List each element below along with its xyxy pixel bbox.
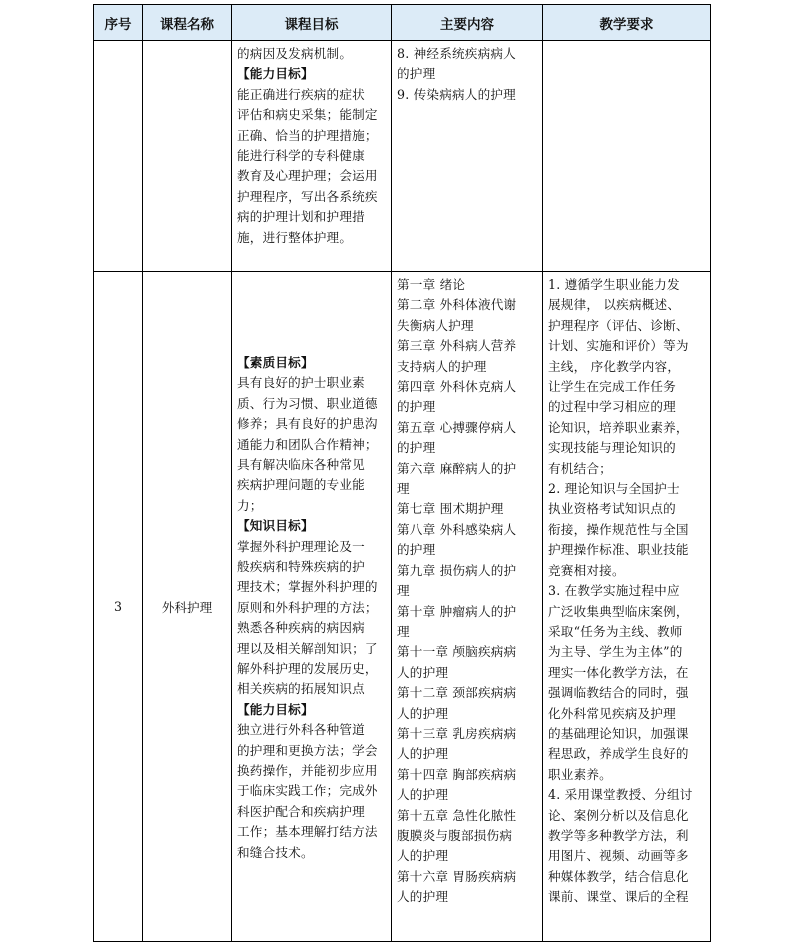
text-line: 第三章 外科病人营养 — [397, 338, 517, 354]
text-line: 支持病人的护理 — [397, 358, 487, 374]
text-line: 腹膜炎与腹部损伤病 — [397, 827, 513, 843]
text-line: 采取“任务为主线、教师 — [548, 623, 683, 639]
text-line: 工作；基本理解打结方法 — [237, 824, 378, 840]
text-line: 人的护理 — [397, 705, 449, 721]
text-line: 掌握外科护理理论及一 — [237, 538, 365, 554]
goals-cell — [232, 41, 392, 272]
text-line: 人的护理 — [397, 787, 449, 803]
text-line: 修养；具有良好的护患沟 — [237, 416, 378, 432]
text-line: 独立进行外科各种管道 — [237, 722, 365, 738]
requirements-cell — [543, 41, 711, 272]
text-line: 疾病护理问题的专业能 — [237, 477, 365, 493]
table-row — [94, 272, 711, 942]
text-line: 理实一体化教学方法，在 — [548, 664, 689, 680]
text-line: 教学等多种教学方法，利 — [548, 827, 689, 843]
text-line: 力； — [237, 497, 263, 513]
text-line: 理 — [397, 623, 410, 639]
text-line: 解外科护理的发展历史， — [237, 661, 378, 677]
text-line: 评估和病史采集；能制定 — [237, 107, 378, 123]
text-line: 论知识，培养职业素养， — [548, 419, 689, 435]
text-line: 广泛收集典型临床案例， — [548, 603, 689, 619]
text-line: 2. 理论知识与全国护士 — [548, 481, 680, 497]
text-line: 般疾病和特殊疾病的护 — [237, 558, 365, 574]
text-line: 的护理 — [397, 440, 436, 456]
text-line: 程思政，养成学生良好的 — [548, 746, 689, 762]
section-heading: 【素质目标】 — [237, 354, 314, 370]
text-line: 科医护配合和疾病护理 — [237, 803, 365, 819]
text-line: 9. 传染病病人的护理 — [397, 86, 516, 102]
text-line: 职业素养。 — [548, 766, 612, 782]
text-line: 第一章 绪论 — [397, 277, 466, 292]
text-line: 为主导、学生为主体”的 — [548, 644, 683, 660]
section-heading: 【能力目标】 — [237, 66, 314, 82]
table-row — [94, 41, 711, 272]
text-line: 3. 在教学实施过程中应 — [548, 583, 680, 599]
text-line: 人的护理 — [397, 889, 449, 905]
header-content: 主要内容 — [392, 5, 543, 41]
text-line: 换药操作，并能初步应用 — [237, 763, 378, 779]
text-line: 施，进行整体护理。 — [237, 229, 353, 245]
text-line: 第七章 围术期护理 — [397, 501, 504, 517]
text-line: 种媒体教学，结合信息化 — [548, 868, 689, 884]
text-line: 计划、实施和评价）等为 — [548, 338, 689, 354]
text-line: 和缝合技术。 — [237, 844, 314, 860]
content-cell — [392, 41, 543, 272]
text-line: 理 — [397, 583, 410, 599]
text-line: 相关疾病的拓展知识点 — [237, 681, 365, 697]
text-line: 论、案例分析以及信息化 — [548, 807, 689, 823]
text-line: 具有解决临床各种常见 — [237, 456, 365, 472]
header-goals: 课程目标 — [232, 5, 392, 41]
text-line: 让学生在完成工作任务 — [548, 379, 676, 395]
text-line: 展规律， 以疾病概述、 — [548, 297, 681, 313]
text-line: 第四章 外科休克病人 — [397, 379, 517, 395]
text-line: 能进行科学的专科健康 — [237, 148, 365, 164]
text-line: 护理操作标准、职业技能 — [548, 542, 689, 558]
text-line: 第十四章 胸部疾病病 — [397, 766, 517, 782]
text-line: 护理程序（评估、诊断、 — [548, 317, 689, 333]
text-line: 实现技能与理论知识的 — [548, 440, 676, 456]
text-line: 8. 神经系统疾病病人 — [397, 46, 516, 61]
text-line: 第十二章 颈部疾病病 — [397, 685, 517, 701]
text-line: 通能力和团队合作精神； — [237, 436, 378, 452]
text-line: 具有良好的护士职业素 — [237, 375, 365, 391]
text-line: 第十六章 胃肠疾病病 — [397, 868, 517, 884]
text-line: 执业资格考试知识点的 — [548, 501, 676, 517]
header-requirements: 教学要求 — [543, 5, 711, 41]
text-line: 第二章 外科体液代谢 — [397, 297, 517, 313]
text-line: 人的护理 — [397, 848, 449, 864]
header-course-name: 课程名称 — [143, 5, 232, 41]
section-heading: 【知识目标】 — [237, 518, 314, 534]
text-line: 的护理 — [397, 66, 436, 82]
section-heading: 【能力目标】 — [237, 701, 314, 717]
text-line: 第十三章 乳房疾病病 — [397, 725, 517, 741]
text-line: 的过程中学习相应的理 — [548, 399, 676, 415]
text-line: 原则和外科护理的方法； — [237, 599, 378, 615]
text-line: 能正确进行疾病的症状 — [237, 86, 365, 102]
content-cell — [392, 272, 543, 942]
text-line: 第十章 肿瘤病人的护 — [397, 603, 517, 619]
text-line: 理以及相关解剖知识；了 — [237, 640, 378, 656]
text-line: 人的护理 — [397, 746, 449, 762]
text-line: 衔接，操作规范性与全国 — [548, 521, 689, 537]
text-line: 的护理 — [397, 399, 436, 415]
text-line: 第六章 麻醉病人的护 — [397, 460, 517, 476]
text-line: 有机结合； — [548, 460, 612, 476]
text-line: 1. 遵循学生职业能力发 — [548, 277, 680, 292]
row-number: 3 — [94, 272, 143, 942]
text-line: 护理程序，写出各系统疾 — [237, 188, 378, 204]
text-line: 第八章 外科感染病人 — [397, 521, 517, 537]
text-line: 熟悉各种疾病的病因病 — [237, 620, 365, 636]
text-line: 课前、课堂、课后的全程 — [548, 889, 689, 905]
text-line: 的病因及发病机制。 — [237, 46, 353, 61]
text-line: 第五章 心搏骤停病人 — [397, 419, 517, 435]
text-line: 病的护理计划和护理措 — [237, 209, 365, 225]
row-course-name — [143, 41, 232, 272]
text-line: 的基础理论知识，加强课 — [548, 725, 689, 741]
text-line: 第十一章 颅脑疾病病 — [397, 644, 517, 660]
text-line: 用图片、视频、动画等多 — [548, 848, 689, 864]
text-line: 4. 采用课堂教授、分组讨 — [548, 787, 693, 803]
text-line: 强调临教结合的同时，强 — [548, 685, 689, 701]
row-course-name: 外科护理 — [143, 272, 232, 942]
goals-cell — [232, 272, 392, 942]
header-row — [94, 5, 711, 41]
text-line: 于临床实践工作；完成外 — [237, 783, 378, 799]
text-line: 人的护理 — [397, 664, 449, 680]
header-number: 序号 — [94, 5, 143, 41]
row-number — [94, 41, 143, 272]
text-line: 质、行为习惯、职业道德 — [237, 395, 378, 411]
text-line: 的护理 — [397, 542, 436, 558]
text-line: 正确、恰当的护理措施； — [237, 127, 378, 143]
text-line: 化外科常见疾病及护理 — [548, 705, 676, 721]
text-line: 主线， 序化教学内容， — [548, 358, 681, 374]
requirements-cell — [543, 272, 711, 942]
text-line: 教育及心理护理；会运用 — [237, 168, 378, 184]
text-line: 的护理和更换方法；学会 — [237, 742, 378, 758]
curriculum-table — [93, 4, 711, 942]
text-line: 竞赛相对接。 — [548, 562, 625, 578]
text-line: 理技术；掌握外科护理的 — [237, 579, 378, 595]
text-line: 第十五章 急性化脓性 — [397, 807, 517, 823]
text-line: 第九章 损伤病人的护 — [397, 562, 517, 578]
text-line: 理 — [397, 481, 410, 497]
text-line: 失衡病人护理 — [397, 317, 474, 333]
